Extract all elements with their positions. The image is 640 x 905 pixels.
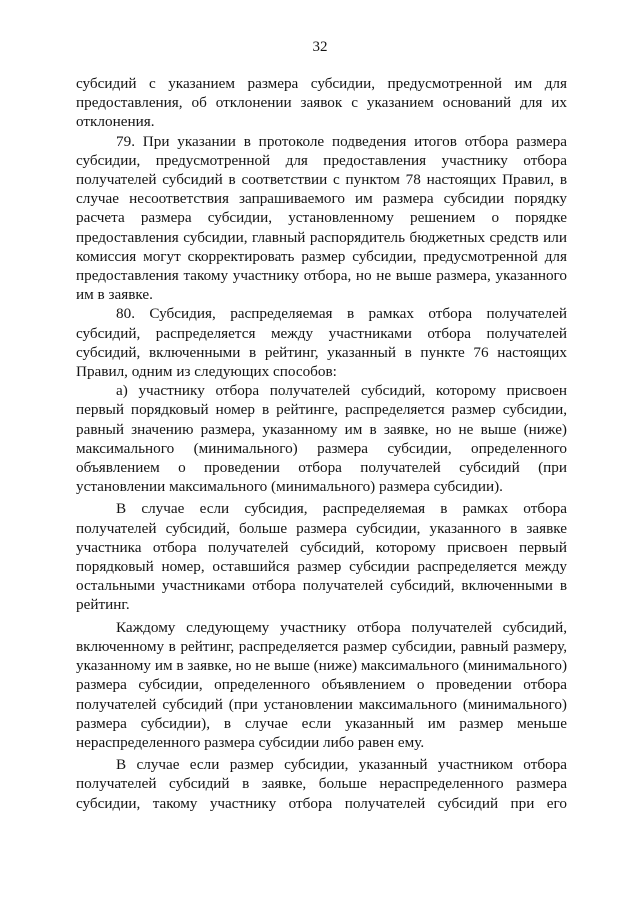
- paragraph-subitem-a: а) участнику отбора получателей субсидий, которому присвоен первый порядковый номер в рейтинге, распределяется размер субсидии, равный значению размера, указанному им в заявке, но не выше (ниже) максимального (минимального) размера субсидии, определенного объявлением о проведении отбора получателей субсидий (при установлении максимального (минимального) размера субсидии).: [76, 382, 567, 496]
- document-body: [76, 74, 567, 813]
- paragraph-each-next-participant: Каждому следующему участнику отбора получателей субсидий, включенному в рейтинг, распределяется размер субсидии, равный размеру, указанному им в заявке, но не выше (ниже) максимального (минимального) размера субсидии, определенного объявлением о проведении отбора получателей субсидий (при установлении максимального (минимального) размера субсидии), в случае если указанный им размер меньше нераспределенного размера субсидии либо равен ему.: [76, 618, 567, 751]
- paragraph-continuation: субсидий с указанием размера субсидии, предусмотренной им для предоставления, об отклонении заявок с указанием оснований для их отклонения.: [76, 75, 567, 131]
- paragraph-remaining-subsidy: В случае если субсидия, распределяемая в рамках отбора получателей субсидий, больше размера субсидии, указанного в заявке участника отбора получателей субсидий, которому присвоен первый порядковый номер, оставшийся размер субсидии распределяется между остальными участниками отбора получателей субсидий, включенными в рейтинг.: [76, 500, 567, 614]
- paragraph-item-80: 80. Субсидия, распределяемая в рамках отбора получателей субсидий, распределяется между участниками отбора получателей субсидий, включенными в рейтинг, указанный в пункте 76 настоящих Правил, одним из следующих способов:: [76, 305, 567, 381]
- paragraph-item-79: 79. При указании в протоколе подведения итогов отбора размера субсидии, предусмотренной для предоставления участнику отбора получателей субсидий в соответствии с пунктом 78 настоящих Правил, в случае несоответствия запрашиваемого им размера субсидии порядку расчета размера субсидии, установленному решением о порядке предоставления субсидии, главный распорядитель бюджетных средств или комиссия могут скорректировать размер субсидии, предусмотренной для предоставления такому участнику отбора, но не выше размера, указанного им в заявке.: [76, 132, 567, 304]
- paragraph-if-requested-larger: В случае если размер субсидии, указанный участником отбора получателей субсидий в заявке, больше нераспределенного размера субсидии, такому участнику отбора получателей субсидий при его: [76, 756, 567, 812]
- page-number: 32: [312, 39, 328, 55]
